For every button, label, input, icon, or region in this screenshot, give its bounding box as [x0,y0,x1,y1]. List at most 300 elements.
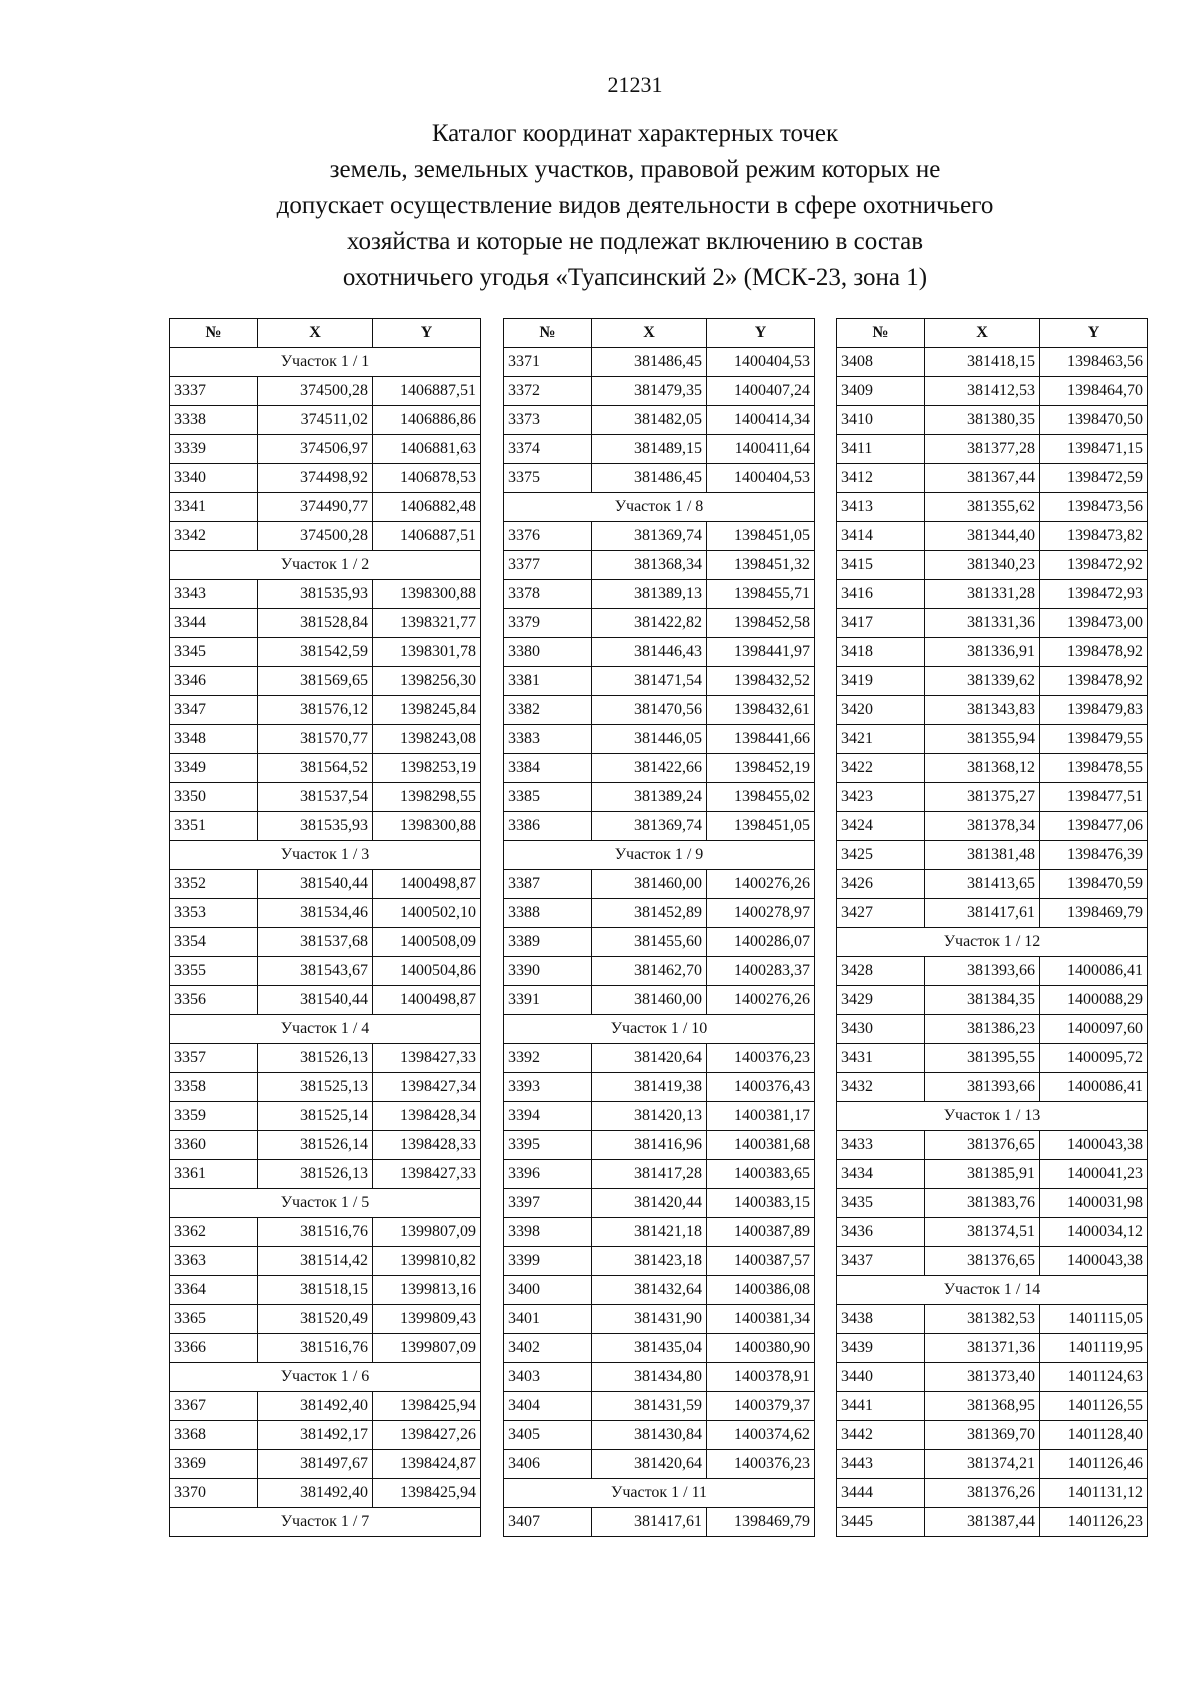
header-y: Y [707,319,815,348]
y-coordinate-cell: 1398245,84 [373,696,481,725]
point-number-cell: 3337 [170,377,258,406]
title-line: охотничьего угодья «Туапсинский 2» (МСК-23, зона 1) [342,264,928,291]
y-coordinate-cell: 1400498,87 [373,870,481,899]
table-row [170,1276,481,1305]
header-x: X [258,319,373,348]
table-row [170,1479,481,1508]
y-coordinate-cell: 1400383,65 [707,1160,815,1189]
table-row [837,1218,1148,1247]
point-number-cell: 3361 [170,1160,258,1189]
x-coordinate-cell: 374506,97 [258,435,373,464]
point-number-cell: 3363 [170,1247,258,1276]
point-number-cell: 3422 [837,754,925,783]
point-number-cell: 3398 [504,1218,592,1247]
table-row [504,638,815,667]
x-coordinate-cell: 381368,12 [925,754,1040,783]
point-number-cell: 3371 [504,348,592,377]
table-row [504,1508,815,1537]
table-row [837,1392,1148,1421]
table-row [837,870,1148,899]
point-number-cell: 3423 [837,783,925,812]
table-row [504,812,815,841]
document-title [150,116,1120,296]
x-coordinate-cell: 381393,66 [925,957,1040,986]
y-coordinate-cell: 1398256,30 [373,667,481,696]
section-title: Участок 1 / 2 [170,551,481,580]
y-coordinate-cell: 1401126,46 [1040,1450,1148,1479]
x-coordinate-cell: 381420,13 [592,1102,707,1131]
section-title: Участок 1 / 1 [170,348,481,377]
section-title: Участок 1 / 11 [504,1479,815,1508]
point-number-cell: 3366 [170,1334,258,1363]
x-coordinate-cell: 381431,90 [592,1305,707,1334]
x-coordinate-cell: 381423,18 [592,1247,707,1276]
y-coordinate-cell: 1400086,41 [1040,957,1148,986]
x-coordinate-cell: 381526,13 [258,1160,373,1189]
y-coordinate-cell: 1400041,23 [1040,1160,1148,1189]
point-number-cell: 3412 [837,464,925,493]
point-number-cell: 3431 [837,1044,925,1073]
y-coordinate-cell: 1400376,23 [707,1044,815,1073]
y-coordinate-cell: 1398472,59 [1040,464,1148,493]
point-number-cell: 3438 [837,1305,925,1334]
point-number-cell: 3430 [837,1015,925,1044]
point-number-cell: 3401 [504,1305,592,1334]
table-row [504,435,815,464]
section-title: Участок 1 / 4 [170,1015,481,1044]
y-coordinate-cell: 1398477,51 [1040,783,1148,812]
x-coordinate-cell: 381369,70 [925,1421,1040,1450]
x-coordinate-cell: 381492,17 [258,1421,373,1450]
table-row [504,1334,815,1363]
table-row [170,783,481,812]
y-coordinate-cell: 1400088,29 [1040,986,1148,1015]
header-y: Y [1040,319,1148,348]
point-number-cell: 3443 [837,1450,925,1479]
x-coordinate-cell: 381434,80 [592,1363,707,1392]
point-number-cell: 3369 [170,1450,258,1479]
x-coordinate-cell: 381395,55 [925,1044,1040,1073]
point-number-cell: 3421 [837,725,925,754]
point-number-cell: 3426 [837,870,925,899]
table-row [504,580,815,609]
header-number: № [837,319,925,348]
y-coordinate-cell: 1406887,51 [373,522,481,551]
point-number-cell: 3345 [170,638,258,667]
x-coordinate-cell: 381492,40 [258,1392,373,1421]
table-row [837,1450,1148,1479]
y-coordinate-cell: 1398432,61 [707,696,815,725]
x-coordinate-cell: 381331,28 [925,580,1040,609]
point-number-cell: 3348 [170,725,258,754]
x-coordinate-cell: 381377,28 [925,435,1040,464]
x-coordinate-cell: 374500,28 [258,522,373,551]
x-coordinate-cell: 381331,36 [925,609,1040,638]
x-coordinate-cell: 381416,96 [592,1131,707,1160]
table-row [837,1044,1148,1073]
y-coordinate-cell: 1398463,56 [1040,348,1148,377]
table-row [504,1073,815,1102]
point-number-cell: 3341 [170,493,258,522]
point-number-cell: 3339 [170,435,258,464]
table-row [170,1450,481,1479]
y-coordinate-cell: 1401131,12 [1040,1479,1148,1508]
section-title: Участок 1 / 10 [504,1015,815,1044]
table-row [170,696,481,725]
table-row [837,899,1148,928]
table-row [837,1305,1148,1334]
x-coordinate-cell: 381516,76 [258,1334,373,1363]
table-row [837,1160,1148,1189]
table-row [170,928,481,957]
point-number-cell: 3346 [170,667,258,696]
header-y: Y [373,319,481,348]
point-number-cell: 3392 [504,1044,592,1073]
table-row [837,638,1148,667]
y-coordinate-cell: 1398452,19 [707,754,815,783]
section-title: Участок 1 / 8 [504,493,815,522]
x-coordinate-cell: 381452,89 [592,899,707,928]
table-row [837,580,1148,609]
table-row [504,667,815,696]
point-number-cell: 3360 [170,1131,258,1160]
x-coordinate-cell: 381368,34 [592,551,707,580]
point-number-cell: 3343 [170,580,258,609]
x-coordinate-cell: 381367,44 [925,464,1040,493]
section-row [504,1479,815,1508]
section-title: Участок 1 / 6 [170,1363,481,1392]
point-number-cell: 3432 [837,1073,925,1102]
x-coordinate-cell: 381520,49 [258,1305,373,1334]
table-row [170,870,481,899]
table-row [504,1102,815,1131]
y-coordinate-cell: 1398425,94 [373,1392,481,1421]
section-row [837,928,1148,957]
point-number-cell: 3375 [504,464,592,493]
table-header-row [837,319,1148,348]
y-coordinate-cell: 1400411,64 [707,435,815,464]
x-coordinate-cell: 381455,60 [592,928,707,957]
y-coordinate-cell: 1400379,37 [707,1392,815,1421]
point-number-cell: 3358 [170,1073,258,1102]
point-number-cell: 3427 [837,899,925,928]
table-row [837,551,1148,580]
x-coordinate-cell: 381343,83 [925,696,1040,725]
x-coordinate-cell: 381393,66 [925,1073,1040,1102]
table-row [504,1131,815,1160]
point-number-cell: 3347 [170,696,258,725]
x-coordinate-cell: 381570,77 [258,725,373,754]
point-number-cell: 3340 [170,464,258,493]
x-coordinate-cell: 381534,46 [258,899,373,928]
x-coordinate-cell: 381336,91 [925,638,1040,667]
section-row [504,1015,815,1044]
point-number-cell: 3441 [837,1392,925,1421]
title-line: допускает осуществление видов деятельности в сфере охотничьего [276,192,994,219]
y-coordinate-cell: 1398469,79 [707,1508,815,1537]
x-coordinate-cell: 381376,65 [925,1247,1040,1276]
section-row [837,1276,1148,1305]
point-number-cell: 3380 [504,638,592,667]
y-coordinate-cell: 1400381,34 [707,1305,815,1334]
x-coordinate-cell: 381446,43 [592,638,707,667]
y-coordinate-cell: 1398451,05 [707,812,815,841]
x-coordinate-cell: 381470,56 [592,696,707,725]
table-row [837,522,1148,551]
table-row [837,435,1148,464]
point-number-cell: 3428 [837,957,925,986]
point-number-cell: 3382 [504,696,592,725]
x-coordinate-cell: 381479,35 [592,377,707,406]
x-coordinate-cell: 381535,93 [258,580,373,609]
y-coordinate-cell: 1400498,87 [373,986,481,1015]
section-title: Участок 1 / 7 [170,1508,481,1537]
x-coordinate-cell: 381386,23 [925,1015,1040,1044]
y-coordinate-cell: 1400034,12 [1040,1218,1148,1247]
table-row [170,493,481,522]
table-row [837,1015,1148,1044]
point-number-cell: 3434 [837,1160,925,1189]
table-row [837,812,1148,841]
x-coordinate-cell: 381525,14 [258,1102,373,1131]
point-number-cell: 3439 [837,1334,925,1363]
y-coordinate-cell: 1398451,32 [707,551,815,580]
title-line: земель, земельных участков, правовой режим которых не [329,156,941,183]
point-number-cell: 3416 [837,580,925,609]
x-coordinate-cell: 381420,64 [592,1044,707,1073]
table-row [170,1334,481,1363]
table-row [170,899,481,928]
section-title: Участок 1 / 5 [170,1189,481,1218]
point-number-cell: 3393 [504,1073,592,1102]
point-number-cell: 3385 [504,783,592,812]
y-coordinate-cell: 1400278,97 [707,899,815,928]
table-row [170,1131,481,1160]
x-coordinate-cell: 381418,15 [925,348,1040,377]
point-number-cell: 3399 [504,1247,592,1276]
table-row [170,1044,481,1073]
point-number-cell: 3362 [170,1218,258,1247]
x-coordinate-cell: 381462,70 [592,957,707,986]
x-coordinate-cell: 381514,42 [258,1247,373,1276]
point-number-cell: 3413 [837,493,925,522]
coordinates-table-3 [836,318,1148,1537]
point-number-cell: 3365 [170,1305,258,1334]
y-coordinate-cell: 1398455,71 [707,580,815,609]
section-row [170,1363,481,1392]
section-row [504,841,815,870]
y-coordinate-cell: 1400086,41 [1040,1073,1148,1102]
x-coordinate-cell: 381384,35 [925,986,1040,1015]
y-coordinate-cell: 1406878,53 [373,464,481,493]
table-row [170,1073,481,1102]
y-coordinate-cell: 1398473,00 [1040,609,1148,638]
point-number-cell: 3400 [504,1276,592,1305]
x-coordinate-cell: 381382,53 [925,1305,1040,1334]
x-coordinate-cell: 381422,66 [592,754,707,783]
y-coordinate-cell: 1401126,55 [1040,1392,1148,1421]
table-row [837,377,1148,406]
point-number-cell: 3378 [504,580,592,609]
point-number-cell: 3396 [504,1160,592,1189]
point-number-cell: 3364 [170,1276,258,1305]
point-number-cell: 3405 [504,1421,592,1450]
table-row [504,377,815,406]
point-number-cell: 3353 [170,899,258,928]
table-row [504,1450,815,1479]
point-number-cell: 3395 [504,1131,592,1160]
table-row [504,928,815,957]
y-coordinate-cell: 1398424,87 [373,1450,481,1479]
y-coordinate-cell: 1400097,60 [1040,1015,1148,1044]
x-coordinate-cell: 381412,53 [925,377,1040,406]
point-number-cell: 3414 [837,522,925,551]
point-number-cell: 3419 [837,667,925,696]
y-coordinate-cell: 1398472,92 [1040,551,1148,580]
y-coordinate-cell: 1400404,53 [707,348,815,377]
table-row [837,841,1148,870]
x-coordinate-cell: 381471,54 [592,667,707,696]
header-x: X [592,319,707,348]
x-coordinate-cell: 381378,34 [925,812,1040,841]
y-coordinate-cell: 1398473,82 [1040,522,1148,551]
y-coordinate-cell: 1399807,09 [373,1334,481,1363]
y-coordinate-cell: 1398473,56 [1040,493,1148,522]
table-row [504,348,815,377]
coordinates-table-2 [503,318,815,1537]
table-row [837,957,1148,986]
section-row [837,1102,1148,1131]
point-number-cell: 3411 [837,435,925,464]
y-coordinate-cell: 1400043,38 [1040,1247,1148,1276]
y-coordinate-cell: 1400095,72 [1040,1044,1148,1073]
y-coordinate-cell: 1399810,82 [373,1247,481,1276]
table-row [837,725,1148,754]
x-coordinate-cell: 381518,15 [258,1276,373,1305]
y-coordinate-cell: 1398478,92 [1040,638,1148,667]
x-coordinate-cell: 381376,26 [925,1479,1040,1508]
x-coordinate-cell: 381492,40 [258,1479,373,1508]
x-coordinate-cell: 381389,13 [592,580,707,609]
table-row [504,870,815,899]
table-row [170,377,481,406]
y-coordinate-cell: 1400378,91 [707,1363,815,1392]
point-number-cell: 3420 [837,696,925,725]
point-number-cell: 3436 [837,1218,925,1247]
x-coordinate-cell: 381374,21 [925,1450,1040,1479]
point-number-cell: 3352 [170,870,258,899]
table-row [504,754,815,783]
y-coordinate-cell: 1398427,33 [373,1044,481,1073]
x-coordinate-cell: 381369,74 [592,812,707,841]
coordinates-table-1 [169,318,481,1537]
point-number-cell: 3356 [170,986,258,1015]
x-coordinate-cell: 381435,04 [592,1334,707,1363]
x-coordinate-cell: 381374,51 [925,1218,1040,1247]
x-coordinate-cell: 381430,84 [592,1421,707,1450]
point-number-cell: 3424 [837,812,925,841]
y-coordinate-cell: 1400414,34 [707,406,815,435]
table-row [837,1508,1148,1537]
x-coordinate-cell: 381420,44 [592,1189,707,1218]
point-number-cell: 3391 [504,986,592,1015]
point-number-cell: 3445 [837,1508,925,1537]
table-row [837,986,1148,1015]
point-number-cell: 3368 [170,1421,258,1450]
table-row [504,1044,815,1073]
table-row [837,1479,1148,1508]
section-row [170,1189,481,1218]
table-row [837,348,1148,377]
point-number-cell: 3387 [504,870,592,899]
table-row [170,1305,481,1334]
x-coordinate-cell: 381355,62 [925,493,1040,522]
x-coordinate-cell: 381564,52 [258,754,373,783]
x-coordinate-cell: 381526,14 [258,1131,373,1160]
x-coordinate-cell: 381422,82 [592,609,707,638]
point-number-cell: 3404 [504,1392,592,1421]
x-coordinate-cell: 381385,91 [925,1160,1040,1189]
y-coordinate-cell: 1398470,59 [1040,870,1148,899]
x-coordinate-cell: 381432,64 [592,1276,707,1305]
y-coordinate-cell: 1398452,58 [707,609,815,638]
x-coordinate-cell: 381421,18 [592,1218,707,1247]
y-coordinate-cell: 1398478,92 [1040,667,1148,696]
y-coordinate-cell: 1398478,55 [1040,754,1148,783]
y-coordinate-cell: 1398428,33 [373,1131,481,1160]
x-coordinate-cell: 381526,13 [258,1044,373,1073]
point-number-cell: 3408 [837,348,925,377]
table-row [504,1160,815,1189]
point-number-cell: 3373 [504,406,592,435]
table-row [170,638,481,667]
y-coordinate-cell: 1400031,98 [1040,1189,1148,1218]
y-coordinate-cell: 1401119,95 [1040,1334,1148,1363]
point-number-cell: 3440 [837,1363,925,1392]
table-row [837,667,1148,696]
table-row [837,1073,1148,1102]
table-row [504,1189,815,1218]
point-number-cell: 3442 [837,1421,925,1450]
point-number-cell: 3349 [170,754,258,783]
section-title: Участок 1 / 3 [170,841,481,870]
y-coordinate-cell: 1398464,70 [1040,377,1148,406]
x-coordinate-cell: 381543,67 [258,957,373,986]
point-number-cell: 3379 [504,609,592,638]
x-coordinate-cell: 381389,24 [592,783,707,812]
y-coordinate-cell: 1400407,24 [707,377,815,406]
y-coordinate-cell: 1398425,94 [373,1479,481,1508]
section-row [170,1508,481,1537]
y-coordinate-cell: 1398427,34 [373,1073,481,1102]
y-coordinate-cell: 1398300,88 [373,812,481,841]
x-coordinate-cell: 381528,84 [258,609,373,638]
point-number-cell: 3354 [170,928,258,957]
y-coordinate-cell: 1398298,55 [373,783,481,812]
table-row [837,754,1148,783]
table-row [170,754,481,783]
point-number-cell: 3376 [504,522,592,551]
point-number-cell: 3390 [504,957,592,986]
x-coordinate-cell: 381540,44 [258,986,373,1015]
y-coordinate-cell: 1398428,34 [373,1102,481,1131]
table-row [504,551,815,580]
y-coordinate-cell: 1398472,93 [1040,580,1148,609]
point-number-cell: 3437 [837,1247,925,1276]
y-coordinate-cell: 1400380,90 [707,1334,815,1363]
section-row [504,493,815,522]
table-row [504,1305,815,1334]
